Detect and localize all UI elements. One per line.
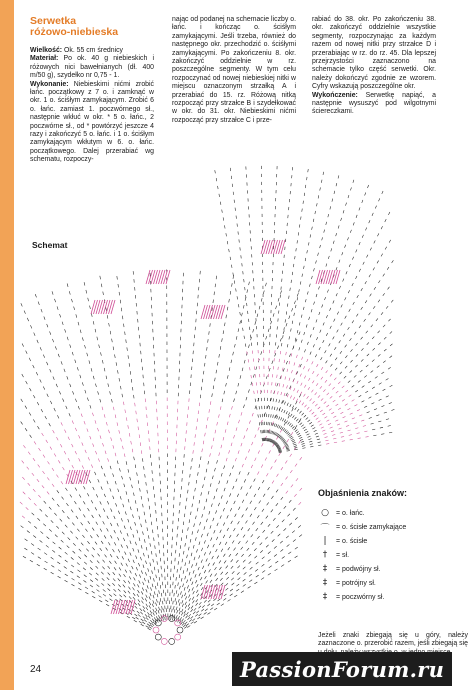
legend (318, 488, 468, 604)
legend-row: ‡ = poczwórny sł. (318, 590, 468, 604)
text-column-3: rabiać do 38. okr. Po zakończeniu 38. okr. zakończyć oddzielnie wszystkie segmenty, rozpoczynając za każdym razem od nowej nitki przy strzałce D i przerabiając w rz. do rz. 45. Dla lepszej przejrzystości zaznaczono na schemacie tylko część serwetki. Okr. należy dokończyć zgodnie ze wzorem. Cyfry wskazują poszczególne okr. Wykończenie: Serwetkę napiąć, a następnie wysuszyć pod wilgotnymi ściereczkami. (312, 16, 436, 116)
slip-stitch-symbol-icon: ⌒ (320, 523, 330, 534)
chain-symbol-icon: ○ (321, 508, 329, 518)
single-crochet-symbol-icon: | (323, 536, 327, 546)
legend-row: † = sł. (318, 548, 468, 562)
legend-row: ○ = o. łańc. (318, 506, 468, 520)
legend-row: ⌒ = o. ścisłe zamykające (318, 520, 468, 534)
page-number: 24 (30, 664, 42, 675)
legend-row: ‡ = podwójny sł. (318, 562, 468, 576)
quadruple-treble-symbol-icon: ‡ (322, 592, 328, 602)
material-paragraph: Materiał: Po ok. 40 g niebieskich i różowych nici bawełnianych (dł. 400 m/50 g), szydełko nr 0,75 - 1. (30, 55, 154, 80)
triple-treble-symbol-icon: ‡ (322, 578, 328, 588)
legend-row: | = o. ścisłe (318, 534, 468, 548)
size-paragraph: Wielkość: Ok. 55 cm średnicy (30, 47, 123, 54)
legend-row: ‡ = potrójny sł. (318, 576, 468, 590)
instructions-paragraph: Wykonanie: Niebieskimi nićmi zrobić łańc. początkowy z 7 o. i zamknąć w okr. 1 o. ściśłym zamykającym. Zrobić 6 o. łańc. zamiast 1. poczwórnego sł., następnie wkłuć w okr. * 5 o. łańc., 2 poczwórne sł., od * powtórzyć jeszcze 4 razy i zakończyć 5 o. łańc. i 1 o. ściśłym zamykającym wkłutym w 6. o. łańc. początkowego. Dalej przerabiać wg schematu, rozpoczy- (30, 80, 154, 164)
double-crochet-symbol-icon: † (322, 550, 328, 560)
finishing-paragraph: Wykończenie: Serwetkę napiąć, a następnie wysuszyć pod wilgotnymi ściereczkami. (312, 91, 436, 116)
legend-title: Objaśnienia znaków: (318, 488, 408, 498)
diagram-label: Schemat (32, 240, 68, 250)
text-column-2: nając od podanej na schemacie liczby o. łańc. i kończąc o. ściśłym zamykającymi. Jeśli trzeba, również do następnego okr. przechodzić o. ściśłymi zamykającymi. Po zakończeniu 8. okr. zakończyć oddzielnie w rz. poszczególne segmenty. W tym celu rozpoczynać od nowej niebieskiej nitki w miejscu oznaczonym strzałką A i przerabiać do 15. rz. Różową nitką rozpocząć przy strzałce B i szydełkować w okr. do 31. okr. Niebieskimi nićmi rozpocząć przy strzałce C i prze- (172, 16, 296, 124)
watermark-logo: PassionForum.ru (232, 652, 452, 686)
legend-note: Jeżeli znaki zbiegają się u góry, należy zaznaczone o. przerobić razem, jeśli zbiegają się (318, 632, 468, 648)
double-treble-symbol-icon: ‡ (322, 564, 328, 574)
pattern-title: Serwetka różowo-niebieska (30, 15, 119, 38)
